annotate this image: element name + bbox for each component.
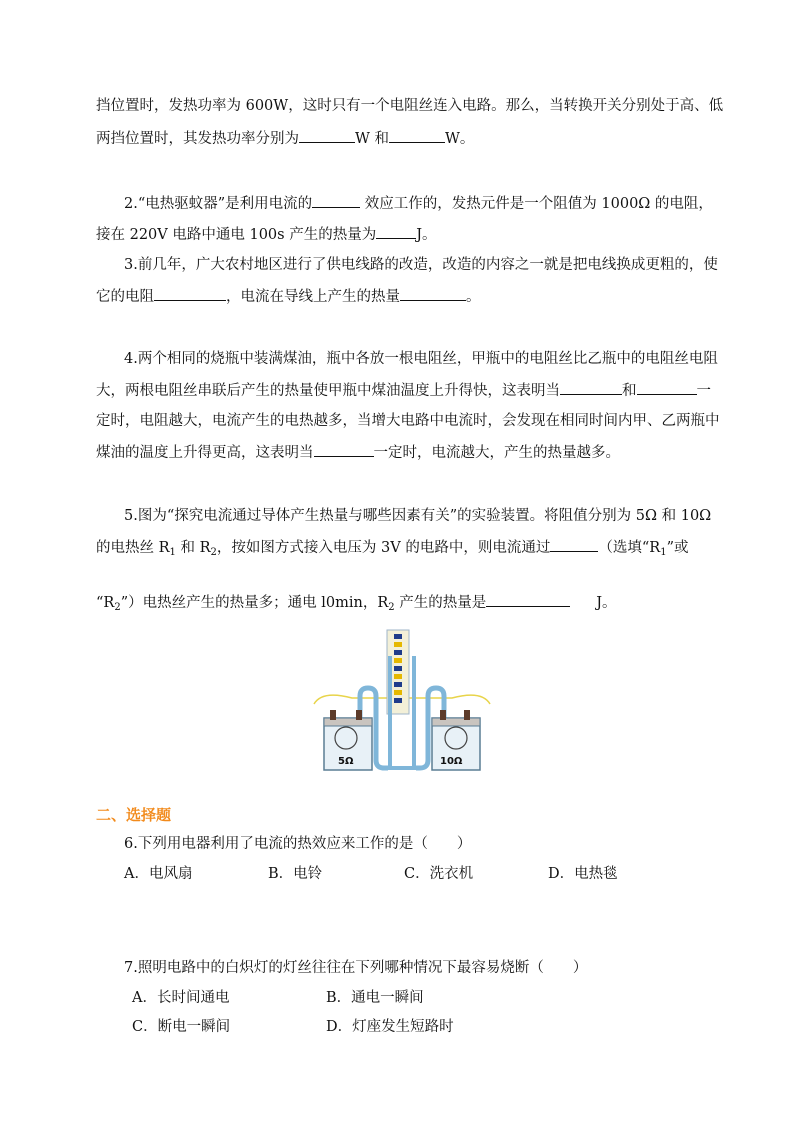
q3-text-b: ，电流在导线上产生的热量 [226,289,400,305]
q4-blank-2[interactable] [637,380,697,395]
left-terminal-2 [356,710,362,720]
q6-option-c[interactable]: C．洗衣机 [404,866,474,882]
q1-text-c: W。 [445,131,475,147]
q7-option-c[interactable]: C．断电一瞬间 [132,1019,231,1035]
right-terminal-2 [464,710,470,720]
q5-sub-1: 1 [169,547,176,558]
q3-blank-heat[interactable] [400,286,466,301]
q2-blank-effect[interactable] [312,193,360,208]
right-jar-label: 10Ω [440,756,463,767]
q5-text-a: 的电热丝 R [96,540,170,556]
q4-line-2 [96,380,711,401]
q5-text-g: ”）电热丝产生的热量多；通电 l0min，R [120,595,389,611]
q5-blank-resistor[interactable] [550,537,598,552]
experiment-figure [312,626,492,774]
q3-line-2 [96,286,481,307]
q2-text-b: 效应工作的，发热元件是一个阻值为 1000Ω 的电阻， [360,196,713,212]
q6-stem: 6.下列用电器利用了电流的热效应来工作的是（ ） [124,836,472,852]
left-jar-label: 5Ω [338,756,354,767]
q4-line-4 [96,442,620,463]
q1-blank-high[interactable] [299,128,355,143]
q1-line-1: 挡位置时，发热功率为 600W，这时只有一个电阻丝连入电路。那么，当转换开关分别处于高、低 [96,98,724,114]
q5-sub-2: 2 [210,547,217,558]
q2-blank-heat[interactable] [376,224,416,239]
q5-text-c: ，按如图方式接入电压为 3V 的电路中，则电流通过 [216,540,551,556]
q5-line-3 [96,592,617,613]
right-jar-lid [432,718,480,726]
q7-option-a[interactable]: A．长时间通电 [132,990,230,1006]
q7-option-d[interactable]: D．灯座发生短路时 [326,1019,454,1035]
q4-blank-1[interactable] [560,380,622,395]
q3-blank-resistance[interactable] [154,286,226,301]
apparatus-illustration [312,626,492,774]
q2-text-d: J。 [416,227,437,243]
q5-line-2 [96,537,688,558]
q1-text-b: W 和 [355,131,390,147]
q5-text-h: 产生的热量是 [394,595,487,611]
q4-text-d: 煤油的温度上升得更高，这表明当 [96,445,314,461]
q3-text-a: 它的电阻 [96,289,154,305]
q4-text-c: 一 [696,383,711,399]
right-terminal-1 [440,710,446,720]
scale-marks [394,634,402,703]
q5-text-e: ”或 [666,540,689,556]
q1-text-a: 两挡位置时，其发热功率分别为 [96,131,299,147]
q6-option-d[interactable]: D．电热毯 [548,866,618,882]
q7-stem: 7.照明电路中的白炽灯的灯丝往往在下列哪种情况下最容易烧断（ ） [124,960,588,976]
q5-sub-5: 2 [388,602,395,613]
q5-text-i: J。 [596,595,617,611]
q4-line-3: 定时，电阻越大，电流产生的电热越多，当增大电路中电流时，会发现在相同时间内甲、乙两瓶中 [96,413,720,429]
q2-text-c: 接在 220V 电路中通电 100s 产生的热量为 [96,227,377,243]
q6-option-a[interactable]: A．电风扇 [124,866,193,882]
section-title-choice: 二、选择题 [96,806,172,824]
q5-text-b: 和 R [175,540,211,556]
q5-sub-3: 1 [660,547,667,558]
q4-text-e: 一定时，电流越大，产生的热量越多。 [373,445,620,461]
q5-text-f: “R [96,595,115,611]
q2-line-1 [124,193,713,214]
q5-line-1: 5.图为“探究电流通过导体产生热量与哪些因素有关”的实验装置。将阻值分别为 5Ω 和 10Ω [124,508,712,524]
left-terminal-1 [330,710,336,720]
q6-option-b[interactable]: B．电铃 [268,866,323,882]
q3-line-1: 3.前几年，广大农村地区进行了供电线路的改造，改造的内容之一就是把电线换成更粗的，使 [124,257,718,273]
q5-blank-heat[interactable] [486,592,570,607]
q4-blank-3[interactable] [314,442,374,457]
q4-text-a: 大，两根电阻丝串联后产生的热量使甲瓶中煤油温度上升得快，这表明当 [96,383,560,399]
q1-line-2 [96,128,474,149]
q2-line-2 [96,224,437,245]
q4-line-1: 4.两个相同的烧瓶中装满煤油，瓶中各放一根电阻丝，甲瓶中的电阻丝比乙瓶中的电阻丝电阻 [124,351,718,367]
q1-blank-low[interactable] [389,128,445,143]
q2-text-a: 2.“电热驱蚊器”是利用电流的 [124,196,313,212]
q7-option-b[interactable]: B．通电一瞬间 [326,990,424,1006]
q3-text-c: 。 [466,289,481,305]
q5-sub-4: 2 [114,602,121,613]
q4-text-b: 和 [622,383,637,399]
q5-text-d: （选填“R [598,540,661,556]
